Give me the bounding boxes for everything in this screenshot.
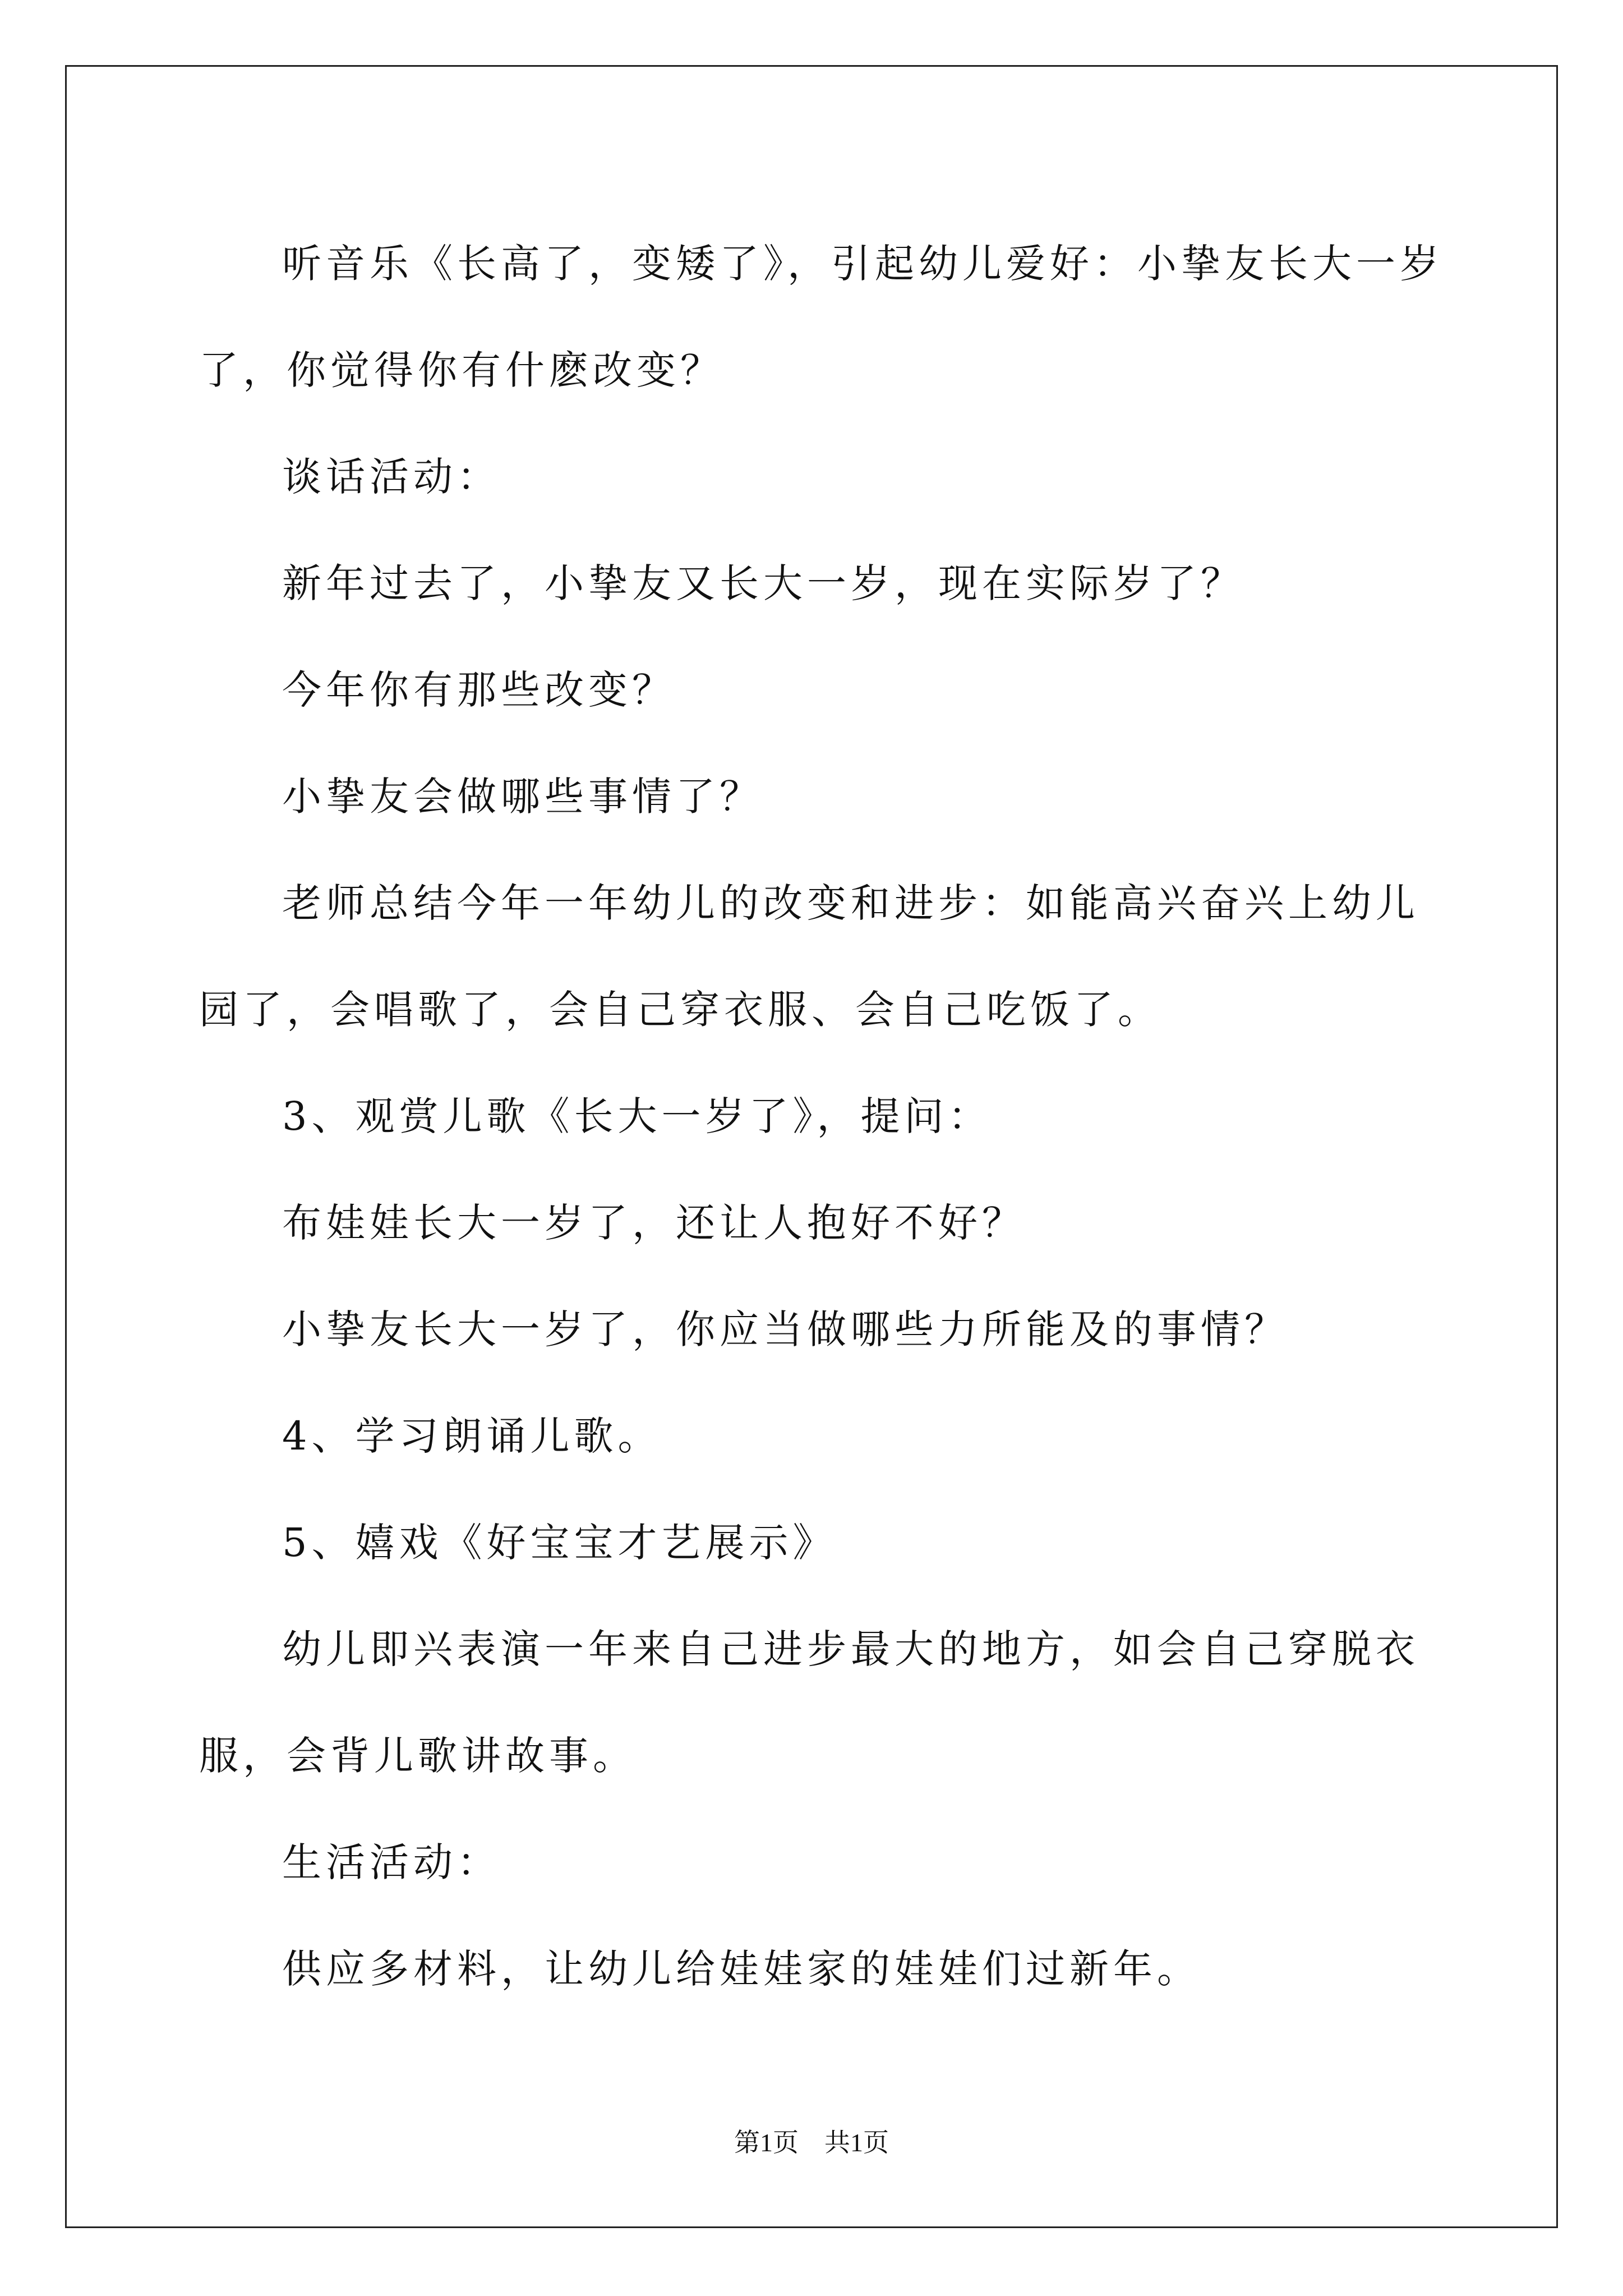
paragraph-kids-question: 小挚友长大一岁了，你应当做哪些力所能及的事情？ (282, 1306, 1288, 1352)
paragraph-changes: 今年你有那些改变？ (282, 667, 676, 713)
paragraph-what-can-do: 小挚友会做哪些事情了？ (282, 774, 763, 820)
paragraph-materials: 供应多材料，让幼儿给娃娃家的娃娃们过新年。 (282, 1946, 1201, 1992)
page-number-footer: 第1页 共1页 (734, 2128, 889, 2157)
paragraph-new-year: 新年过去了，小挚友又长大一岁，现在实际岁了？ (282, 560, 1244, 606)
paragraph-performance: 幼儿即兴表演一年来自己进步最大的地方，如会自己穿脱衣服，会背儿歌讲故事。 (199, 1626, 1419, 1779)
paragraph-step-5: 5、嬉戏《好宝宝才艺展示》 (282, 1520, 837, 1566)
paragraph-step-4: 4、学习朗诵儿歌。 (282, 1413, 662, 1459)
document-body (199, 210, 1461, 2022)
paragraph-step-3: 3、观赏儿歌《长大一岁了》，提问： (282, 1093, 992, 1139)
paragraph-listen-music: 听音乐《长高了，变矮了》，引起幼儿爱好：小挚友长大一岁了，你觉得你有什麽改变？ (199, 241, 1444, 393)
paragraph-doll-question: 布娃娃长大一岁了，还让人抱好不好？ (282, 1200, 1026, 1246)
paragraph-teacher-summary: 老师总结今年一年幼儿的改变和进步：如能高兴奋兴上幼儿园了，会唱歌了，会自己穿衣服、会自己吃饭了。 (199, 880, 1419, 1033)
paragraph-life-activity: 生活活动： (282, 1839, 501, 1885)
paragraph-talk-activity: 谈话活动： (282, 454, 501, 500)
